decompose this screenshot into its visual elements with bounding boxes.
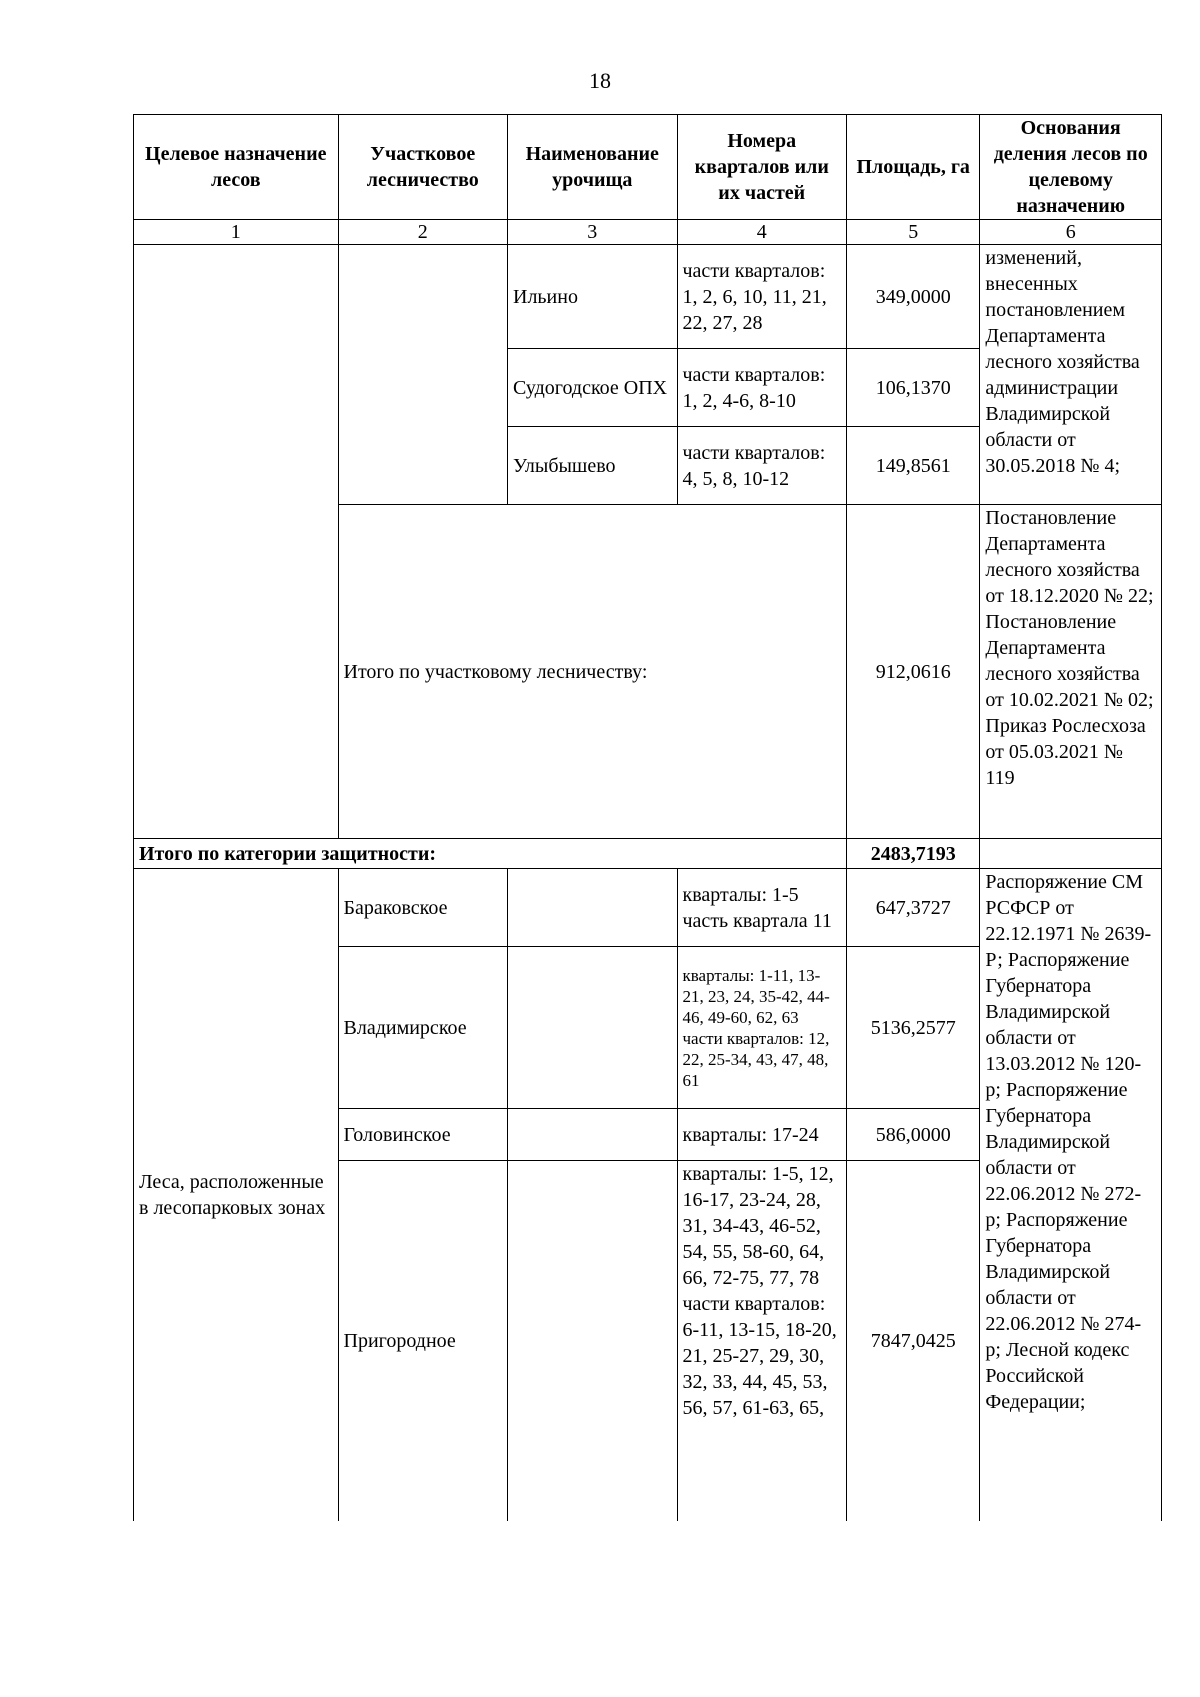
column-number: 4 [677,220,847,245]
column-numbers-row [134,220,1162,245]
table-row [134,869,1162,947]
tract-cell: Судогодское ОПХ [508,349,678,427]
area-cell: 149,8561 [847,427,980,505]
quarters-cell: кварталы: 1-11, 13-21, 23, 24, 35-42, 44-46, 49-60, 62, 63 части кварталов: 12, 22, 25-34, 43, 47, 48, 61 [677,947,847,1109]
purpose-cell-empty [134,245,339,839]
header-quarters: Номера кварталов или их частей [677,115,847,220]
district-cell-empty [338,245,508,505]
tract-cell-empty [508,1161,678,1521]
area-cell: 5136,2577 [847,947,980,1109]
category-total-area: 2483,7193 [847,839,980,869]
header-area: Площадь, га [847,115,980,220]
quarters-cell: части кварталов: 1, 2, 4-6, 8-10 [677,349,847,427]
tract-cell: Ильино [508,245,678,349]
area-cell: 7847,0425 [847,1161,980,1521]
district-cell: Владимирское [338,947,508,1109]
column-number: 1 [134,220,339,245]
quarters-cell: кварталы: 1-5 часть квартала 11 [677,869,847,947]
tract-cell-empty [508,869,678,947]
header-tract: Наименование урочища [508,115,678,220]
category-total-row [134,839,1162,869]
column-number: 2 [338,220,508,245]
area-cell: 647,3727 [847,869,980,947]
forest-division-table [133,114,1162,1521]
subtotal-label: Итого по участковому лесничеству: [338,505,847,839]
table-row [134,245,1162,349]
area-cell: 586,0000 [847,1109,980,1161]
district-cell: Пригородное [338,1161,508,1521]
column-number: 5 [847,220,980,245]
subtotal-area: 912,0616 [847,505,980,839]
district-cell: Бараковское [338,869,508,947]
district-cell: Головинское [338,1109,508,1161]
basis-cell: Постановление Департамента лесного хозяйства от 18.12.2020 № 22; Постановление Департамента лесного хозяйства от 10.02.2021 № 02; Приказ Рослесхоза от 05.03.2021 № 119 [980,505,1162,839]
basis-cell: Распоряжение СМ РСФСР от 22.12.1971 № 2639-Р; Распоряжение Губернатора Владимирской области от 13.03.2012 № 120-р; Распоряжение Губернатора Владимирской области от 22.06.2012 № 272-р; Распоряжение Губернатора Владимирской области от 22.06.2012 № 274-р; Лесной кодекс Российской Федерации; [980,869,1162,1521]
column-number: 6 [980,220,1162,245]
area-cell: 106,1370 [847,349,980,427]
quarters-cell: кварталы: 1-5, 12, 16-17, 23-24, 28, 31, 34-43, 46-52, 54, 55, 58-60, 64, 66, 72-75, 77, 78 части кварталов: 6-11, 13-15, 18-20, 21, 25-27, 29, 30, 32, 33, 44, 45, 53, 56, 57, 61-63, 65, [677,1161,847,1521]
area-cell: 349,0000 [847,245,980,349]
quarters-cell: части кварталов: 4, 5, 8, 10-12 [677,427,847,505]
quarters-cell: кварталы: 17-24 [677,1109,847,1161]
column-number: 3 [508,220,678,245]
tract-cell-empty [508,947,678,1109]
purpose-cell: Леса, расположенные в лесопарковых зонах [134,869,339,1521]
quarters-cell: части кварталов: 1, 2, 6, 10, 11, 21, 22, 27, 28 [677,245,847,349]
page-number: 18 [589,68,611,93]
header-district: Участковое лесничество [338,115,508,220]
header-basis: Основания деления лесов по целевому назначению [980,115,1162,220]
header-row [134,115,1162,220]
category-total-label: Итого по категории защитности: [134,839,847,869]
basis-cell: изменений, внесенных постановлением Департамента лесного хозяйства администрации Владимирской области от 30.05.2018 № 4; [980,245,1162,505]
header-purpose: Целевое назначение лесов [134,115,339,220]
tract-cell: Улыбышево [508,427,678,505]
category-total-empty [980,839,1162,869]
tract-cell-empty [508,1109,678,1161]
